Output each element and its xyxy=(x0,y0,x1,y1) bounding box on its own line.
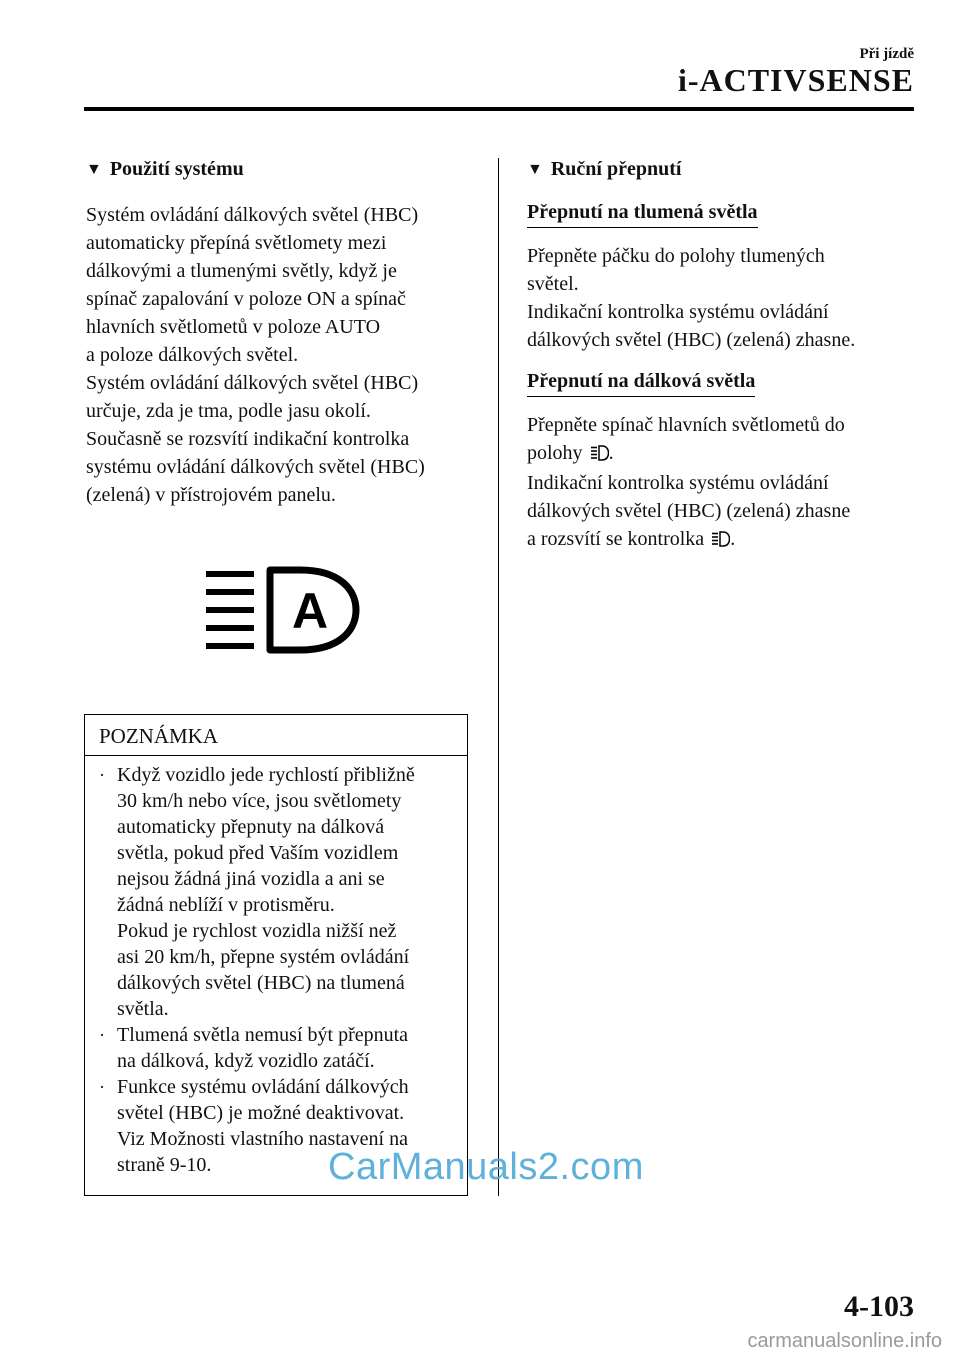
auto-high-beam-icon xyxy=(200,560,360,660)
paragraph-line: dálkovými a tlumenými světly, když je xyxy=(86,260,397,282)
note-line: světel (HBC) je možné deaktivovat. xyxy=(117,1102,405,1124)
section-heading-text: Ruční přepnutí xyxy=(550,158,682,180)
note-box xyxy=(84,714,468,1196)
line-text: . xyxy=(730,528,736,550)
section-heading-text: Použití systému xyxy=(109,158,244,180)
subheading-low-beam: Přepnutí na tlumená světla xyxy=(527,201,758,228)
paragraph-line: určuje, zda je tma, podle jasu okolí. xyxy=(86,400,371,422)
high-beam-icon xyxy=(591,441,609,469)
paragraph-line: (zelená) v přístrojovém panelu. xyxy=(86,484,336,506)
paragraph-line: hlavních světlometů v poloze AUTO xyxy=(86,316,381,338)
header-rule xyxy=(84,107,914,111)
note-line: dálkových světel (HBC) na tlumená xyxy=(117,972,405,994)
note-line: Viz Možnosti vlastního nastavení na xyxy=(117,1128,408,1150)
section-heading-manual xyxy=(527,158,907,181)
paragraph-line: spínač zapalování v poloze ON a spínač xyxy=(86,288,406,310)
note-item xyxy=(99,762,453,1022)
paragraph-line: Systém ovládání dálkových světel (HBC) xyxy=(86,204,419,226)
section-heading-usage xyxy=(86,158,466,181)
paragraph-line: Současně se rozsvítí indikační kontrolka xyxy=(86,428,410,450)
triangle-marker-icon: ▼ xyxy=(527,160,543,178)
line-text: . xyxy=(608,442,614,464)
note-title: POZNÁMKA xyxy=(85,715,467,756)
note-line: žádná neblíží v protisměru. xyxy=(117,894,335,916)
paragraph-line: a poloze dálkových světel. xyxy=(86,344,299,366)
bullet-icon: · xyxy=(99,765,105,785)
high-beam-icon xyxy=(712,527,730,555)
watermark-text: CarManuals2.com xyxy=(328,1146,644,1188)
note-line: na dálková, když vozidlo zatáčí. xyxy=(117,1050,375,1072)
paragraph-line: Indikační kontrolka systému ovládání xyxy=(527,472,829,494)
note-line: 30 km/h nebo více, jsou světlomety xyxy=(117,790,402,812)
paragraph-line: dálkových světel (HBC) (zelená) zhasne xyxy=(527,500,851,522)
bullet-icon: · xyxy=(99,1025,105,1045)
paragraph-line xyxy=(527,525,907,555)
page-number: 4-103 xyxy=(844,1290,914,1323)
note-line: asi 20 km/h, přepne systém ovládání xyxy=(117,946,410,968)
paragraph-line: Systém ovládání dálkových světel (HBC) xyxy=(86,372,419,394)
note-line: světla. xyxy=(117,998,169,1020)
section-title: i-ACTIVSENSE xyxy=(677,62,914,98)
paragraph-line: dálkových světel (HBC) (zelená) zhasne. xyxy=(527,329,856,351)
paragraph-line: Přepněte spínač hlavních světlometů do xyxy=(527,414,845,436)
note-line: Funkce systému ovládání dálkových xyxy=(117,1076,409,1098)
paragraph-line: automaticky přepíná světlomety mezi xyxy=(86,232,387,254)
paragraph-line xyxy=(527,439,907,469)
column-divider xyxy=(498,158,499,1196)
line-text: a rozsvítí se kontrolka xyxy=(527,528,705,550)
right-column xyxy=(527,158,907,571)
note-line: Pokud je rychlost vozidla nižší než xyxy=(117,920,397,942)
paragraph-line: Přepněte páčku do polohy tlumených xyxy=(527,245,825,267)
bullet-icon: · xyxy=(99,1077,105,1097)
line-text: polohy xyxy=(527,442,583,464)
note-line: automaticky přepnuty na dálková xyxy=(117,816,385,838)
svg-text:A: A xyxy=(291,583,329,639)
triangle-marker-icon: ▼ xyxy=(86,160,102,178)
paragraph-line: světel. xyxy=(527,273,579,295)
usage-paragraph xyxy=(86,201,466,509)
note-list xyxy=(85,756,467,1178)
note-item xyxy=(99,1022,453,1074)
note-line: nejsou žádná jiná vozidla a ani se xyxy=(117,868,385,890)
paragraph-line: systému ovládání dálkových světel (HBC) xyxy=(86,456,425,478)
note-line: Tlumená světla nemusí být přepnuta xyxy=(117,1024,409,1046)
paragraph-line: Indikační kontrolka systému ovládání xyxy=(527,301,829,323)
note-line: Když vozidlo jede rychlostí přibližně xyxy=(117,764,415,786)
subheading-high-beam: Přepnutí na dálková světla xyxy=(527,370,755,397)
note-line: světla, pokud před Vaším vozidlem xyxy=(117,842,399,864)
high-beam-block xyxy=(527,370,907,555)
note-line: straně 9-10. xyxy=(117,1154,212,1176)
left-column xyxy=(86,158,466,509)
footer-site-link[interactable]: carmanualsonline.info xyxy=(747,1330,942,1352)
chapter-label: Při jízdě xyxy=(859,46,914,62)
low-beam-block xyxy=(527,201,907,354)
